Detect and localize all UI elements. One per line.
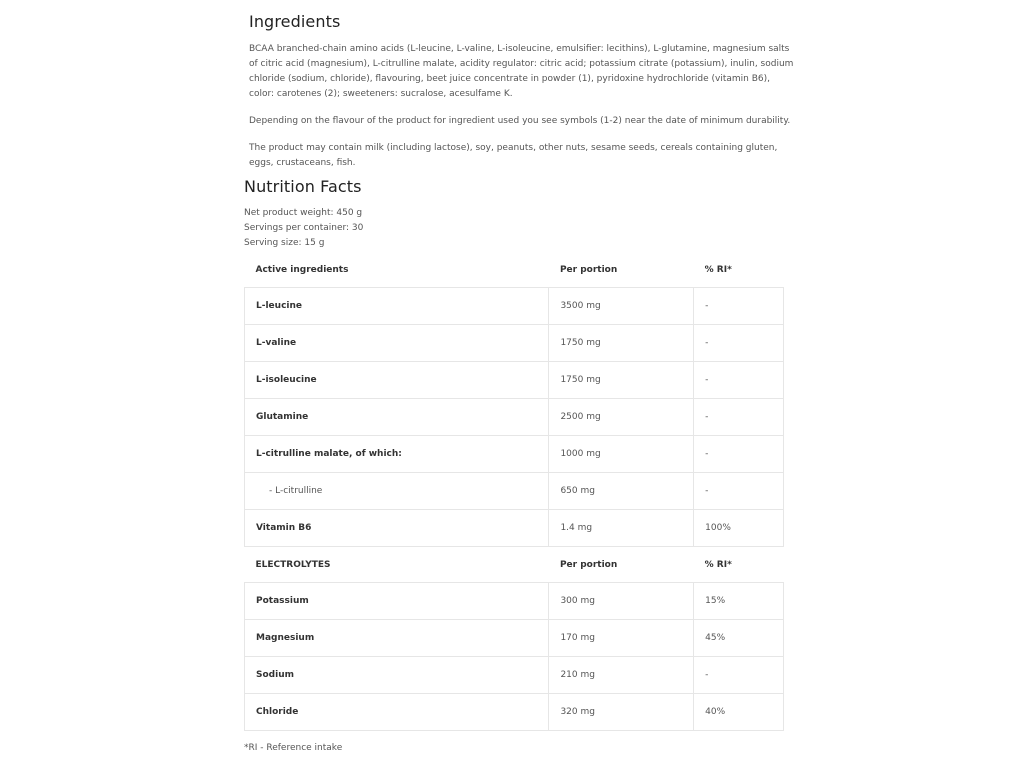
table-row xyxy=(245,510,784,547)
table-row xyxy=(245,436,784,473)
ingredient-ri: - xyxy=(694,288,784,325)
ingredient-name: L-isoleucine xyxy=(245,362,549,399)
ingredient-name: Vitamin B6 xyxy=(245,510,549,547)
electrolyte-name: Sodium xyxy=(245,657,549,694)
ingredient-value: 1.4 mg xyxy=(549,510,694,547)
ingredient-name: Glutamine xyxy=(245,399,549,436)
electrolyte-name: Chloride xyxy=(245,694,549,731)
ingredient-name: L-valine xyxy=(245,325,549,362)
servings-per-container: Servings per container: 30 xyxy=(244,223,364,233)
ingredient-value: 1750 mg xyxy=(549,325,694,362)
ingredient-value: 1000 mg xyxy=(549,436,694,473)
ingredient-ri: - xyxy=(694,325,784,362)
table-row xyxy=(245,362,784,399)
electrolyte-name: Potassium xyxy=(245,583,549,620)
electrolyte-value: 300 mg xyxy=(549,583,694,620)
electrolyte-ri: 40% xyxy=(694,694,784,731)
ingredient-ri: - xyxy=(694,473,784,510)
serving-size: Serving size: 15 g xyxy=(244,238,325,248)
header-active-ingredients: Active ingredients xyxy=(255,264,349,275)
ingredient-value: 3500 mg xyxy=(549,288,694,325)
electrolyte-ri: 45% xyxy=(694,620,784,657)
table-row xyxy=(245,694,784,731)
ingredient-name: L-leucine xyxy=(245,288,549,325)
ingredient-name: L-citrulline malate, of which: xyxy=(245,436,549,473)
electrolyte-value: 210 mg xyxy=(549,657,694,694)
header-per-portion: Per portion xyxy=(559,264,618,275)
allergen-note: The product may contain milk (including lactose), soy, peanuts, other nuts, sesame seeds, cereals containing gluten, eggs, crustaceans, fish. xyxy=(249,143,778,168)
active-ingredients-header xyxy=(245,252,784,288)
nutrition-meta xyxy=(244,206,363,251)
flavour-symbols-note: Depending on the flavour of the product for ingredient used you see symbols (1-2) near the date of minimum durability. xyxy=(249,116,791,126)
ri-footnote: *RI - Reference intake xyxy=(244,743,343,753)
table-row xyxy=(245,473,784,510)
ingredient-ri: - xyxy=(694,362,784,399)
ingredient-ri: - xyxy=(694,399,784,436)
ingredient-value: 1750 mg xyxy=(549,362,694,399)
ingredient-value: 2500 mg xyxy=(549,399,694,436)
table-row xyxy=(245,583,784,620)
electrolyte-ri: - xyxy=(694,657,784,694)
header-per-portion: Per portion xyxy=(559,559,618,570)
ingredient-ri: 100% xyxy=(694,510,784,547)
ingredient-ri: - xyxy=(694,436,784,473)
header-ri: % RI* xyxy=(704,264,732,275)
electrolyte-name: Magnesium xyxy=(245,620,549,657)
ingredients-list-text: BCAA branched-chain amino acids (L-leucine, L-valine, L-isoleucine, emulsifier: lecithins), L-glutamine, magnesium salts of citric acid (magnesium), L-citrulline malate, acidity regulator: citric acid; potassium citrate (potassium), inulin, sodium chloride (sodium, chloride), flavouring, beet juice concentrate in powder (1), pyridoxine hydrochloride (vitamin B6), color: carotenes (2); sweeteners: sucralose, acesulfame K. xyxy=(249,44,794,99)
nutrition-facts-heading: Nutrition Facts xyxy=(244,177,362,196)
electrolyte-ri: 15% xyxy=(694,583,784,620)
header-electrolytes: ELECTROLYTES xyxy=(255,559,331,570)
table-row xyxy=(245,325,784,362)
net-weight: Net product weight: 450 g xyxy=(244,208,363,218)
electrolytes-header xyxy=(245,547,784,583)
ingredients-heading: Ingredients xyxy=(249,12,341,31)
ingredient-value: 650 mg xyxy=(549,473,694,510)
electrolyte-value: 170 mg xyxy=(549,620,694,657)
table-row xyxy=(245,620,784,657)
table-row xyxy=(245,657,784,694)
electrolyte-value: 320 mg xyxy=(549,694,694,731)
ingredient-name: - L-citrulline xyxy=(245,473,549,510)
table-row xyxy=(245,399,784,436)
table-row xyxy=(245,288,784,325)
header-ri: % RI* xyxy=(704,559,732,570)
nutrition-table xyxy=(244,252,784,731)
